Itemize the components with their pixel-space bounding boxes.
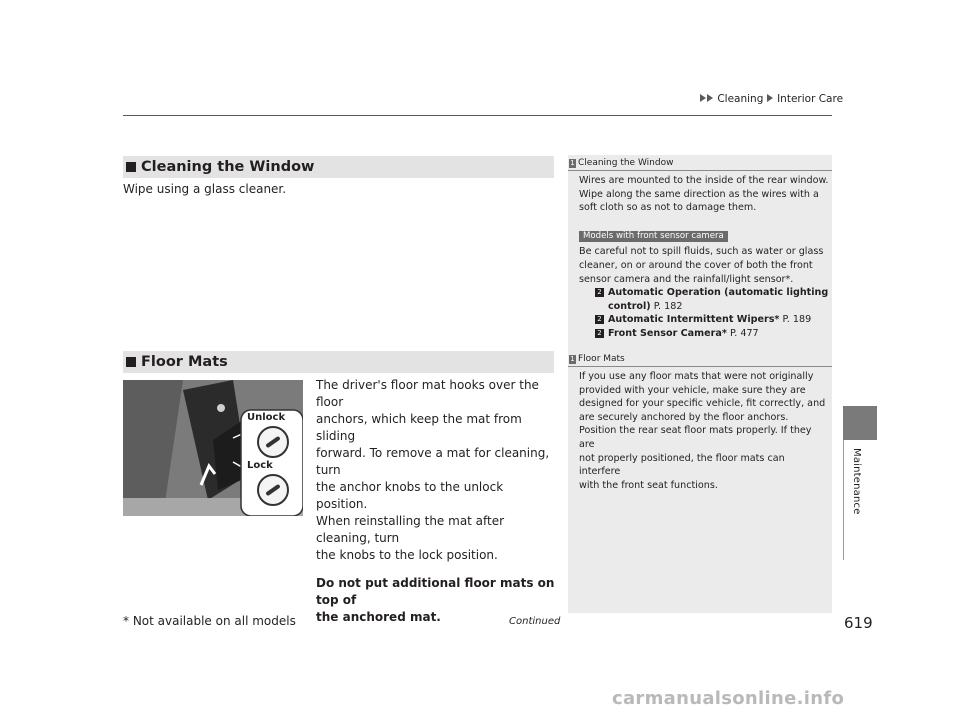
header-divider	[123, 115, 832, 116]
unlock-label: Unlock	[247, 412, 286, 423]
section-header-floor-mats	[123, 351, 554, 373]
note-header-window	[569, 158, 673, 168]
note-line: sensor camera and the rainfall/light sensor*.	[579, 273, 794, 285]
window-body: Wipe using a glass cleaner.	[123, 182, 287, 196]
model-badge: Models with front sensor camera	[579, 231, 728, 242]
watermark: carmanualsonline.info	[612, 688, 845, 709]
cross-reference-link[interactable]: 2 Automatic Intermittent Wipers* P. 189	[595, 313, 829, 327]
lock-knob-icon	[257, 474, 289, 506]
cross-reference-link[interactable]: 2 Automatic Operation (automatic lighting control) P. 182	[595, 286, 829, 313]
note-line: not properly positioned, the floor mats can interfere	[579, 452, 785, 478]
section-square-icon	[126, 162, 136, 172]
breadcrumb-item-interior-care[interactable]: Interior Care	[777, 93, 844, 105]
note-header-floor-mats	[569, 354, 625, 364]
floor-mats-warning-line: the anchored mat.	[316, 610, 441, 624]
note-body-window	[579, 174, 829, 341]
note-divider	[568, 366, 832, 367]
floor-mats-body-line: forward. To remove a mat for cleaning, turn	[316, 446, 550, 477]
note-line: soft cloth so as not to damage them.	[579, 202, 757, 214]
continued-label: Continued	[509, 616, 561, 627]
note-line: Position the rear seat floor mats properly. If they are	[579, 425, 812, 450]
floor-mats-body-line: the anchor knobs to the unlock position.	[316, 480, 504, 511]
unlock-knob-icon	[257, 426, 289, 458]
floor-mat-anchor-illustration	[123, 380, 303, 516]
floor-mats-body-line: When reinstalling the mat after cleaning, turn	[316, 514, 505, 545]
side-tab-label: Maintenance	[851, 448, 862, 515]
lock-label: Lock	[247, 460, 273, 471]
note-body-floor-mats	[579, 370, 829, 492]
note-line: with the front seat functions.	[579, 479, 718, 491]
breadcrumb	[700, 93, 843, 105]
breadcrumb-arrow-icon	[700, 94, 706, 102]
note-line: designed for your specific vehicle, fit correctly, and	[579, 398, 826, 410]
note-line: If you use any floor mats that were not originally	[579, 371, 814, 382]
note-divider	[568, 170, 832, 171]
reference-arrow-icon: 2	[595, 315, 604, 324]
section-header-window	[123, 156, 554, 178]
section-title-window: Cleaning the Window	[141, 159, 315, 175]
note-number-icon: 1	[570, 158, 575, 167]
note-number-icon: 1	[570, 354, 575, 363]
side-tab-rule	[843, 440, 844, 560]
breadcrumb-item-cleaning[interactable]: Cleaning	[717, 93, 764, 105]
reference-arrow-icon: 2	[595, 288, 604, 297]
note-line: Wipe along the same direction as the wires with a	[579, 188, 819, 200]
note-line: Be careful not to spill fluids, such as water or glass	[579, 246, 824, 258]
note-line: provided with your vehicle, make sure they are	[579, 384, 806, 396]
note-line: are securely anchored by the floor anchors.	[579, 411, 789, 423]
side-tab-marker	[843, 406, 877, 440]
cross-reference-link[interactable]: 2 Front Sensor Camera* P. 477	[595, 327, 829, 341]
note-title-floor-mats: Floor Mats	[578, 354, 625, 364]
floor-mats-body	[316, 377, 556, 626]
note-line: cleaner, on or around the cover of both the front	[579, 259, 813, 271]
note-title-window: Cleaning the Window	[578, 158, 674, 168]
floor-mats-body-line: the knobs to the lock position.	[316, 548, 498, 562]
footnote: * Not available on all models	[123, 614, 296, 628]
floor-mats-body-line: The driver's floor mat hooks over the floor	[316, 378, 539, 409]
floor-mats-body-line: anchors, which keep the mat from sliding	[316, 412, 522, 443]
section-square-icon	[126, 357, 136, 367]
page-number: 619	[844, 614, 873, 632]
breadcrumb-arrow-icon	[767, 94, 773, 102]
breadcrumb-arrow-icon	[707, 94, 713, 102]
floor-mats-warning-line: Do not put additional floor mats on top of	[316, 576, 555, 607]
note-line: Wires are mounted to the inside of the rear window.	[579, 175, 829, 186]
reference-arrow-icon: 2	[595, 329, 604, 338]
section-title-floor-mats: Floor Mats	[141, 354, 228, 370]
